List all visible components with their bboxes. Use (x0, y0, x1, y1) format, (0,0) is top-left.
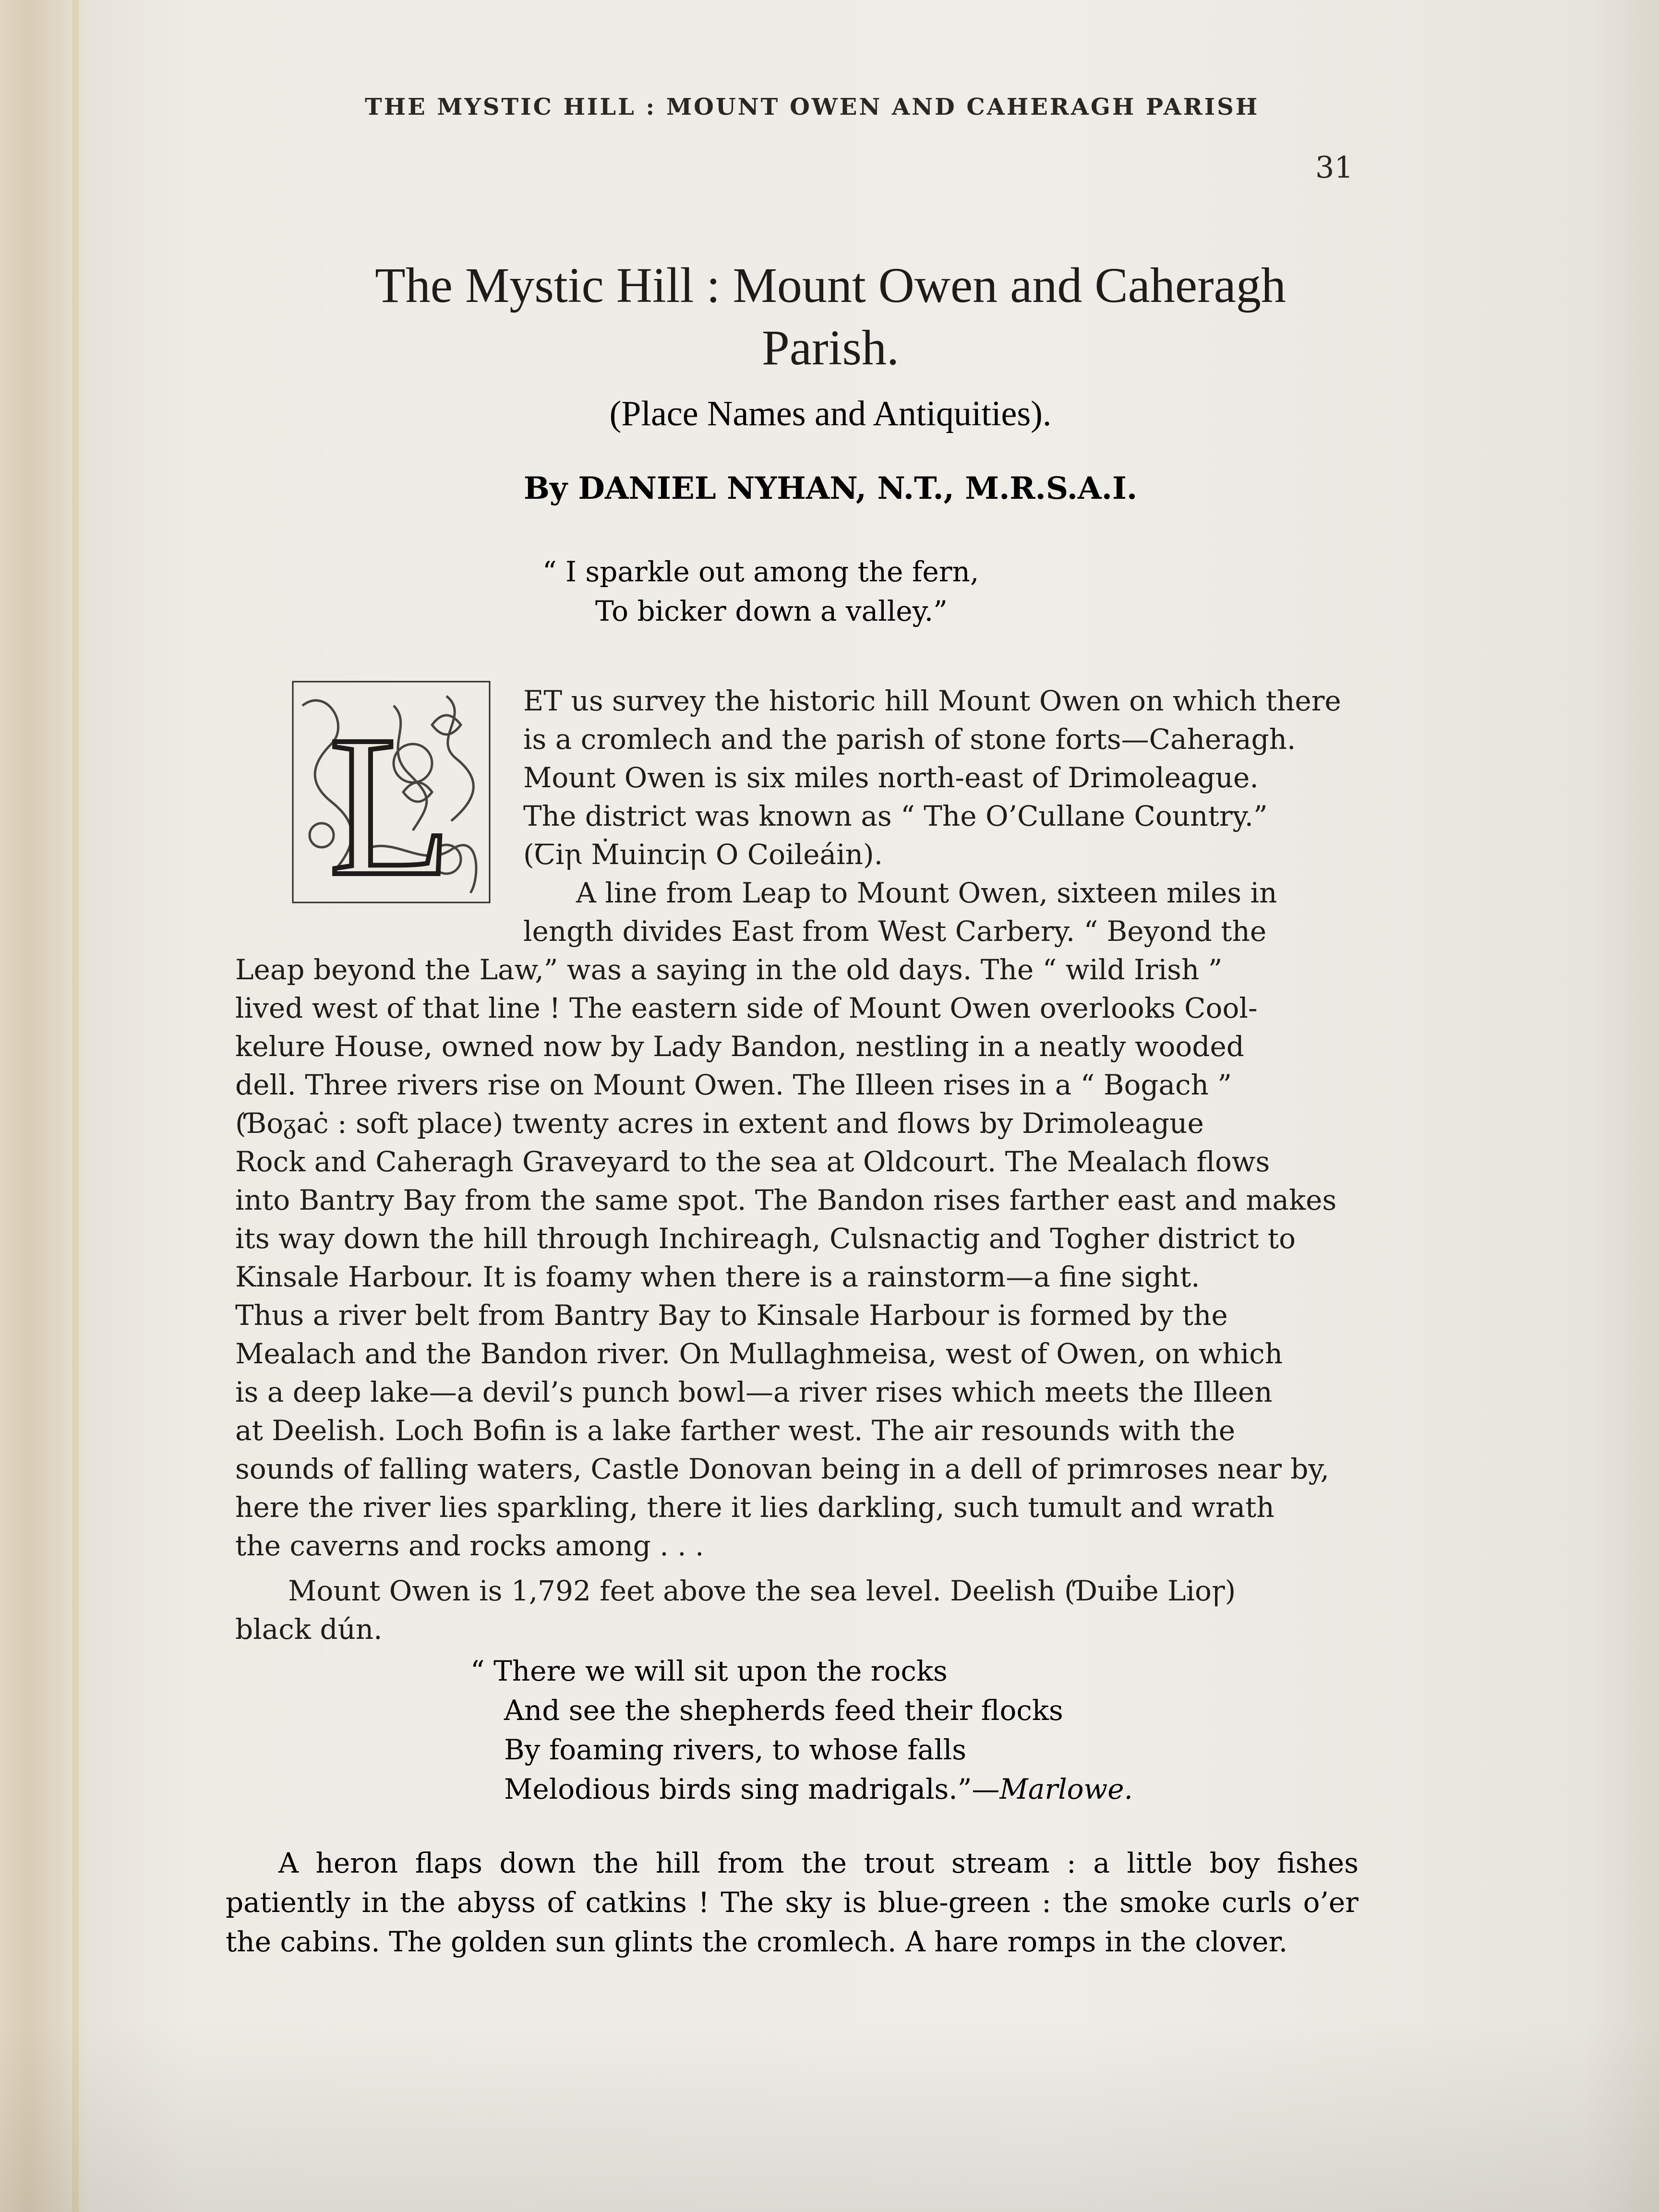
poem-line-last (470, 1769, 1133, 1809)
paragraph-2-body (235, 950, 1363, 1648)
text-line: Rock and Caheragh Graveyard to the sea at Oldcourt. The Mealach flows (235, 1145, 1270, 1178)
article-subtitle: (Place Names and Antiquities). (609, 394, 1052, 433)
article-byline: By DANIEL NYHAN, N.T., M.R.S.A.I. (523, 470, 1138, 506)
text-line: Mount Owen is 1,792 feet above the sea level. Deelish (Ɗuiḃe Lioꞅ) (288, 1575, 1236, 1607)
dropcap-letter: L (329, 694, 452, 907)
text-line: kelure House, owned now by Lady Bandon, nestling in a neatly wooded (235, 1030, 1244, 1063)
text-line: ET us survey the historic hill Mount Owen on which there (523, 685, 1341, 717)
article-title (288, 254, 1373, 379)
title-line-2: Parish. (762, 320, 899, 375)
text-line: sounds of falling waters, Castle Donovan being in a dell of primroses near by, (235, 1453, 1330, 1485)
text-line: (Ꞇiꞃ Ṁuinꞇiꞃ O Coileáin). (523, 838, 883, 871)
poem-line: And see the shepherds feed their flocks (504, 1694, 1063, 1727)
text-line: the caverns and rocks among . . . (235, 1529, 704, 1562)
text-line: at Deelish. Loch Bofin is a lake farther west. The air resounds with the (235, 1414, 1236, 1447)
closing-paragraph (226, 1843, 1358, 1961)
text-line: lived west of that line ! The eastern side of Mount Owen overlooks Cool- (235, 992, 1258, 1024)
page-shadow (0, 2020, 1659, 2212)
text-line: here the river lies sparkling, there it lies darkling, such tumult and wrath (235, 1491, 1274, 1524)
epigraph-line-1: “ I sparkle out among the fern, (542, 555, 979, 588)
text-line: its way down the hill through Inchireagh, Culsnactig and Togher district to (235, 1222, 1296, 1255)
ornamental-dropcap-l (288, 677, 494, 907)
text-line: Thus a river belt from Bantry Bay to Kinsale Harbour is formed by the (235, 1299, 1228, 1332)
paragraph-1-top (523, 682, 1363, 950)
epigraph-line-2: To bicker down a valley.” (595, 595, 948, 627)
poem-line: “ There we will sit upon the rocks (470, 1655, 948, 1687)
text-line: dell. Three rivers rise on Mount Owen. The Illeen rises in a “ Bogach ” (235, 1069, 1232, 1101)
text-line: Kinsale Harbour. It is foamy when there is a rainstorm—a fine sight. (235, 1261, 1200, 1293)
text-line: Leap beyond the Law,” was a saying in the old days. The “ wild Irish ” (235, 953, 1223, 986)
text-line: (Ɓoᵹaċ : soft place) twenty acres in extent and flows by Drimoleague (235, 1107, 1204, 1140)
closing-paragraph-text: A heron flaps down the hill from the trout stream : a little boy fishes patiently in the abyss of catkins ! The sky is blue-green : the smoke curls o’er the cabins. The golden sun glints the cromlech. A hare romps in the clover. (226, 1847, 1358, 1958)
epigraph (542, 552, 979, 631)
text-line: length divides East from West Carbery. “ Beyond the (523, 915, 1267, 948)
text-line: is a cromlech and the parish of stone forts—Caheragh. (523, 723, 1296, 756)
text-line: Mealach and the Bandon river. On Mullaghmeisa, west of Owen, on which (235, 1337, 1283, 1370)
text-line: Mount Owen is six miles north-east of Drimoleague. (523, 761, 1259, 794)
poem-line: By foaming rivers, to whose falls (504, 1733, 967, 1766)
binding-edge (72, 0, 79, 2212)
poem-line-text: Melodious birds sing madrigals.”— (504, 1773, 1000, 1805)
text-line: into Bantry Bay from the same spot. The Bandon rises farther east and makes (235, 1184, 1337, 1216)
poem-quote (470, 1651, 1133, 1809)
page-number: 31 (1315, 150, 1353, 185)
poem-attribution: Marlowe. (999, 1773, 1133, 1805)
title-line-1: The Mystic Hill : Mount Owen and Caheragh (375, 258, 1286, 313)
text-line: The district was known as “ The O’Cullane Country.” (523, 800, 1268, 832)
text-line: A line from Leap to Mount Owen, sixteen miles in (576, 877, 1277, 909)
text-line: black dún. (235, 1613, 383, 1646)
running-head: THE MYSTIC HILL : MOUNT OWEN AND CAHERAGH PARISH (365, 94, 1260, 120)
text-line: is a deep lake—a devil’s punch bowl—a river rises which meets the Illeen (235, 1376, 1273, 1408)
